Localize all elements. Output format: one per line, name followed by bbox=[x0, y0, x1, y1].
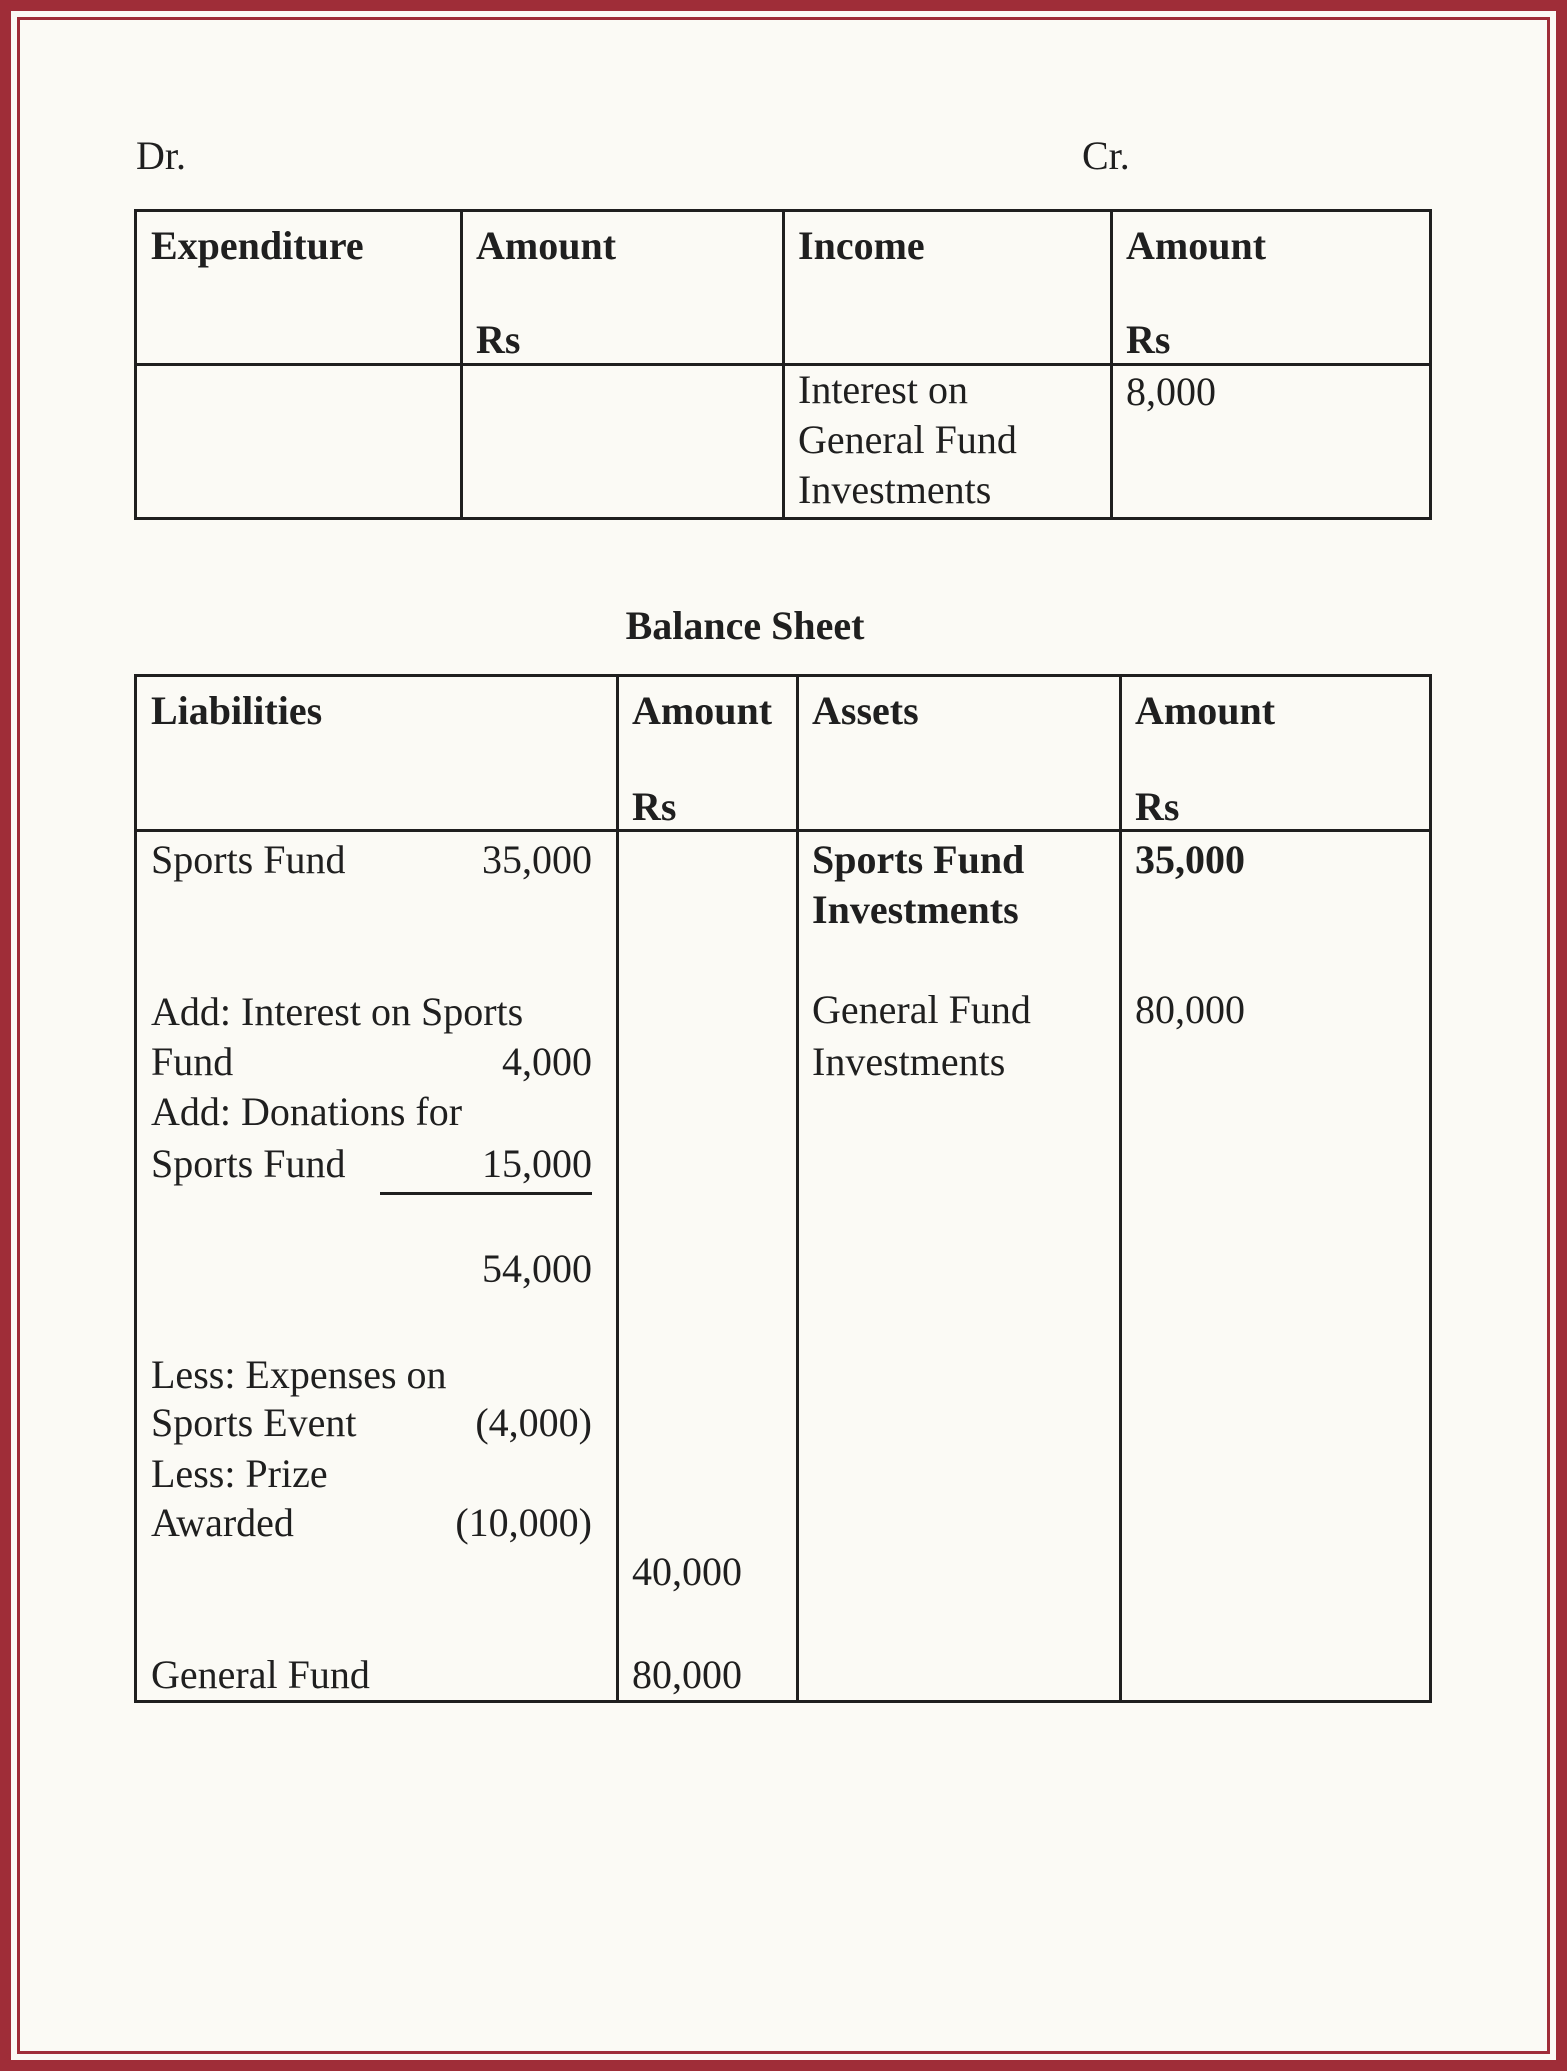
liability-label: Add: Interest on Sports bbox=[151, 989, 524, 1034]
income-header: Income bbox=[798, 223, 925, 268]
liability-line-sports-fund bbox=[151, 837, 592, 882]
balance-sheet-table bbox=[134, 674, 1432, 1703]
header-row-divider bbox=[137, 829, 1429, 832]
liabilities-amount-general-fund: 80,000 bbox=[632, 1652, 742, 1697]
asset-amount-value: 80,000 bbox=[1135, 987, 1245, 1032]
liability-label: Sports Event bbox=[151, 1400, 357, 1445]
liability-value: (4,000) bbox=[475, 1400, 592, 1445]
liability-label: Sports Fund bbox=[151, 837, 346, 882]
liability-label: Less: Prize bbox=[151, 1451, 328, 1496]
liability-line-add-interest bbox=[151, 989, 592, 1034]
liability-line-add-donations bbox=[151, 1089, 592, 1134]
asset-name-line: Investments bbox=[812, 887, 1019, 932]
liability-value: 54,000 bbox=[482, 1246, 592, 1291]
liability-label: Awarded bbox=[151, 1500, 294, 1545]
amount-credit-header: Amount bbox=[1126, 223, 1267, 268]
liability-line-subtotal bbox=[151, 1246, 592, 1291]
rs-liabilities-label: Rs bbox=[632, 784, 677, 829]
liability-value: 35,000 bbox=[482, 837, 592, 882]
rs-assets-label: Rs bbox=[1135, 784, 1180, 829]
expenditure-header: Expenditure bbox=[151, 223, 364, 268]
liability-line-awarded bbox=[151, 1500, 592, 1545]
liability-line-fund bbox=[151, 1039, 592, 1084]
rs-credit-label: Rs bbox=[1126, 317, 1171, 362]
asset-amount-value: 35,000 bbox=[1135, 837, 1245, 882]
income-entry-line: General Fund bbox=[798, 417, 1017, 462]
liability-line-general-fund bbox=[151, 1652, 592, 1697]
liability-line-less-expenses bbox=[151, 1352, 592, 1397]
rs-debit-label: Rs bbox=[476, 317, 521, 362]
liabilities-amount-sports-fund-total: 40,000 bbox=[632, 1549, 742, 1594]
asset-name-line: Investments bbox=[812, 1039, 1006, 1084]
liability-value-underlined: 15,000 bbox=[380, 1144, 592, 1195]
amount-liabilities-header: Amount bbox=[632, 688, 773, 733]
amount-debit-header: Amount bbox=[476, 223, 617, 268]
asset-name-line: Sports Fund bbox=[812, 837, 1025, 882]
liability-label: Fund bbox=[151, 1039, 234, 1084]
asset-name-line: General Fund bbox=[812, 987, 1031, 1032]
amount-assets-header: Amount bbox=[1135, 688, 1276, 733]
income-entry-line: Interest on bbox=[798, 367, 968, 412]
liability-label: Sports Fund bbox=[151, 1141, 346, 1186]
liability-label: Less: Expenses on bbox=[151, 1352, 447, 1397]
liability-line-less-prize bbox=[151, 1451, 592, 1496]
liability-label: Add: Donations for bbox=[151, 1089, 463, 1134]
liability-line-sports-fund-donation bbox=[151, 1141, 592, 1195]
dr-label: Dr. bbox=[136, 133, 186, 178]
liability-label: General Fund bbox=[151, 1652, 370, 1697]
liability-line-sports-event bbox=[151, 1400, 592, 1445]
liabilities-header: Liabilities bbox=[151, 688, 323, 733]
assets-header: Assets bbox=[812, 688, 919, 733]
liability-value: 4,000 bbox=[502, 1039, 592, 1084]
liability-value: (10,000) bbox=[455, 1500, 592, 1545]
income-expenditure-table bbox=[134, 209, 1432, 520]
cr-label: Cr. bbox=[1082, 133, 1130, 178]
income-entry-line: Investments bbox=[798, 467, 992, 512]
income-entry bbox=[798, 365, 1017, 515]
header-row-divider bbox=[137, 363, 1429, 366]
balance-sheet-title: Balance Sheet bbox=[625, 603, 865, 648]
income-amount-value: 8,000 bbox=[1126, 369, 1216, 414]
